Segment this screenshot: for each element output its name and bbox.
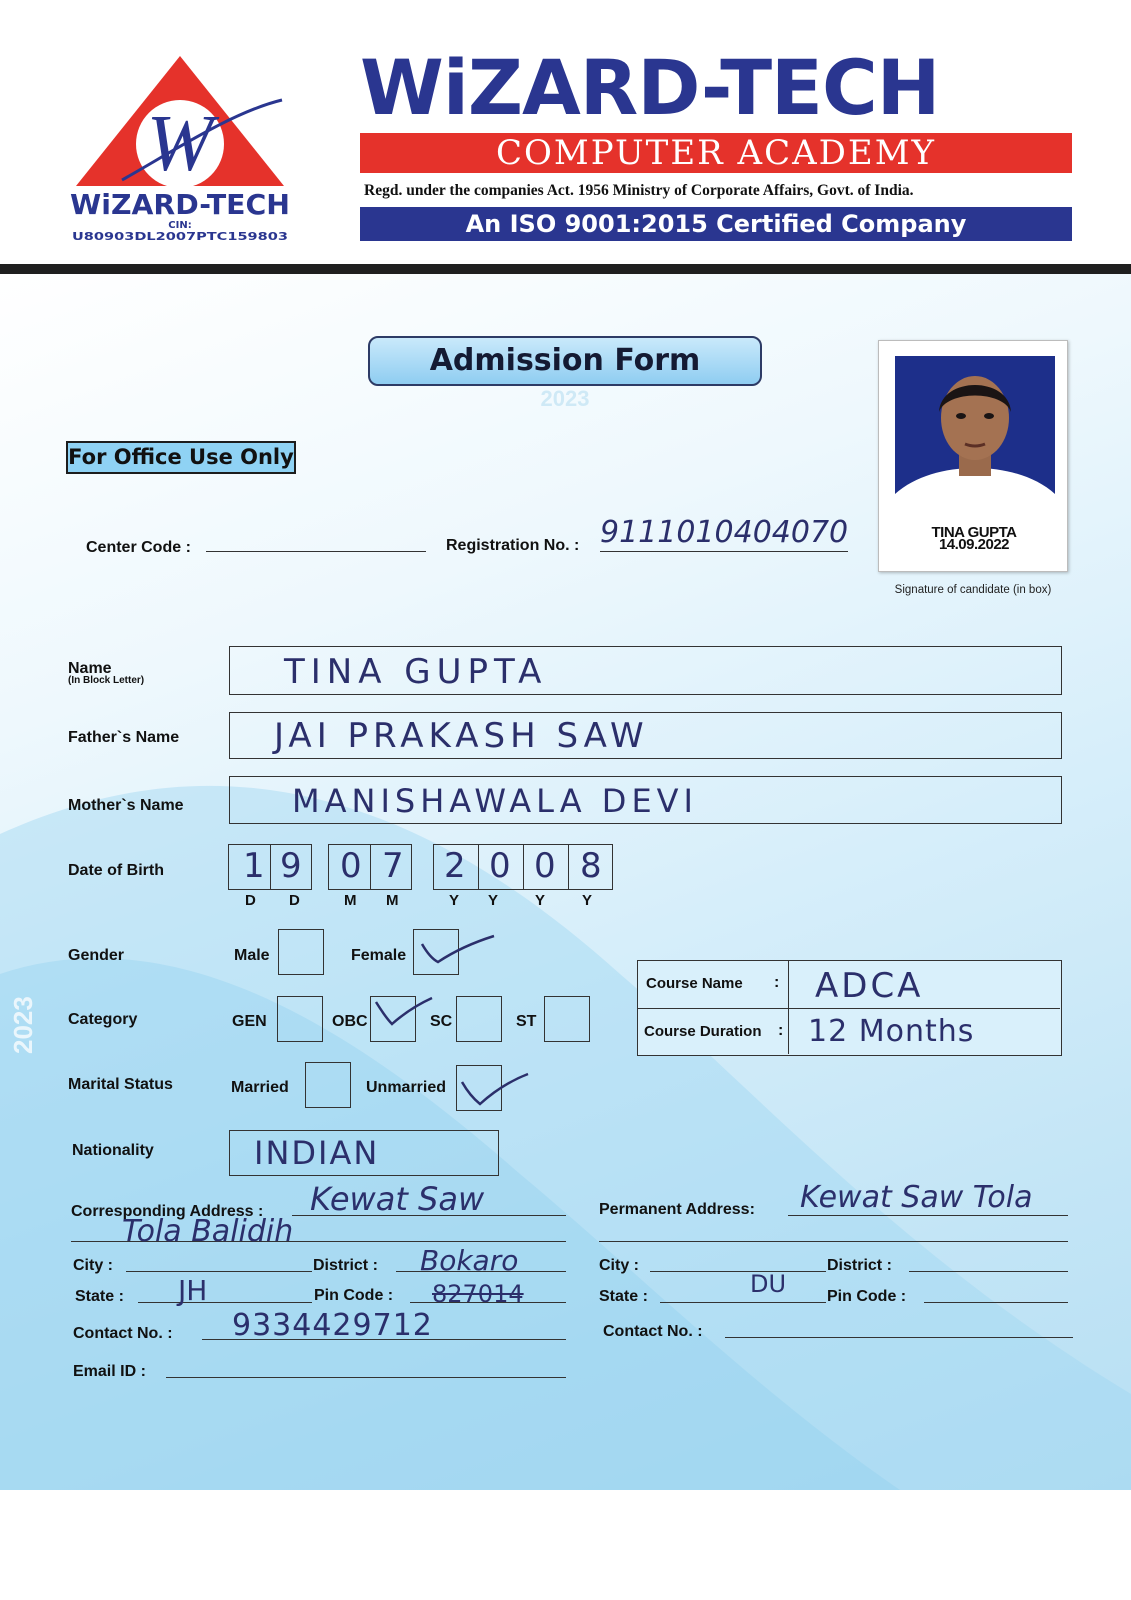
corresponding-address-line-1-value: Kewat Saw	[310, 1180, 485, 1218]
dob-digit: 0	[340, 846, 362, 886]
checkmark-icon	[458, 1068, 530, 1108]
email-label: Email ID :	[73, 1363, 146, 1380]
checkmark-icon	[372, 996, 436, 1030]
dob-day-divider	[270, 844, 271, 890]
name-value: TINA GUPTA	[284, 652, 548, 692]
dob-label: Date of Birth	[68, 862, 164, 879]
permanent-address-label: Permanent Address:	[599, 1201, 755, 1218]
gender-label: Gender	[68, 947, 125, 964]
marital-status-label: Marital Status	[68, 1076, 173, 1093]
dob-month-divider	[370, 844, 371, 890]
page-footer-blank	[0, 1490, 1131, 1600]
permanent-contact-label: Contact No. :	[603, 1323, 703, 1340]
dob-caption: M	[344, 892, 357, 909]
form-title: Admission Form	[368, 336, 762, 386]
brand-title: WiZARD-TECH	[360, 43, 940, 132]
name-label: Name	[68, 660, 112, 677]
gender-male-label: Male	[234, 947, 270, 964]
marital-married-checkbox[interactable]	[305, 1062, 351, 1108]
category-obc-label: OBC	[332, 1013, 368, 1030]
logo-text: WiZARD-TECH	[70, 188, 290, 221]
course-name-label: Course Name	[646, 975, 743, 992]
checkmark-icon	[418, 932, 498, 968]
corresponding-pin-label: Pin Code :	[314, 1287, 394, 1304]
nationality-label: Nationality	[72, 1142, 154, 1159]
corresponding-contact-label: Contact No. :	[73, 1325, 173, 1342]
registration-label: Registration No. :	[446, 537, 580, 554]
permanent-district-field[interactable]	[909, 1271, 1068, 1272]
course-duration-value: 12 Months	[808, 1014, 975, 1049]
dob-caption: Y	[582, 892, 593, 909]
corresponding-district-label: District :	[313, 1257, 378, 1274]
dob-year-divider-3	[568, 844, 569, 890]
dob-caption: D	[245, 892, 256, 909]
permanent-city-label: City :	[599, 1257, 639, 1274]
category-sc-label: SC	[430, 1013, 453, 1030]
watermark-year-side: 2023	[8, 996, 38, 1054]
corresponding-address-line-2-value: Tola Balidih	[122, 1214, 294, 1249]
marital-unmarried-label: Unmarried	[366, 1079, 447, 1096]
academy-logo	[62, 52, 298, 242]
corresponding-contact-value: 9334429712	[232, 1308, 433, 1343]
center-code-label: Center Code :	[86, 539, 191, 556]
permanent-state-value: DU	[750, 1270, 787, 1298]
course-name-value: ADCA	[815, 966, 924, 1006]
mother-name-label: Mother`s Name	[68, 797, 184, 814]
registration-field[interactable]	[600, 551, 848, 552]
dob-year-divider-2	[523, 844, 524, 890]
course-name-colon: :	[774, 974, 780, 991]
course-table-divider	[638, 1008, 1060, 1009]
permanent-address-line-2[interactable]	[599, 1241, 1068, 1242]
logo-cin-label: CIN:	[168, 220, 192, 231]
dob-digit: 9	[280, 846, 302, 886]
dob-caption: D	[289, 892, 300, 909]
office-use-banner: For Office Use Only	[66, 441, 296, 474]
corresponding-address-label: Corresponding Address :	[71, 1203, 264, 1220]
signature-caption: Signature of candidate (in box)	[894, 584, 1052, 596]
corresponding-city-label: City :	[73, 1257, 113, 1274]
permanent-address-line-1[interactable]	[788, 1215, 1068, 1216]
photo-signature-name: TINA GUPTA	[931, 524, 1017, 541]
dob-digit: 0	[534, 846, 556, 886]
photo-card	[878, 340, 1068, 572]
registration-value: 9111010404070	[600, 515, 849, 550]
photo-signature-date: 14.09.2022	[938, 536, 1010, 553]
dob-caption: Y	[488, 892, 499, 909]
gender-male-checkbox[interactable]	[278, 929, 324, 975]
dob-digit: 2	[444, 846, 466, 886]
dob-digit: 8	[580, 846, 602, 886]
category-gen-checkbox[interactable]	[277, 996, 323, 1042]
course-duration-colon: :	[778, 1022, 784, 1039]
watermark-year: 2023	[540, 386, 590, 411]
dob-caption: Y	[535, 892, 546, 909]
brand-subtitle: COMPUTER ACADEMY	[360, 133, 1072, 173]
name-sublabel: (In Block Letter)	[68, 675, 145, 686]
marital-married-label: Married	[231, 1079, 289, 1096]
permanent-district-label: District :	[827, 1257, 892, 1274]
dob-digit: 7	[382, 846, 404, 886]
category-label: Category	[68, 1011, 138, 1028]
corresponding-district-value: Bokaro	[420, 1244, 519, 1277]
permanent-contact-field[interactable]	[725, 1337, 1073, 1338]
corresponding-state-value: JH	[178, 1274, 208, 1307]
permanent-pin-label: Pin Code :	[827, 1288, 907, 1305]
corresponding-state-field[interactable]	[138, 1302, 312, 1303]
gender-female-label: Female	[351, 947, 407, 964]
category-st-checkbox[interactable]	[544, 996, 590, 1042]
dob-digit: 1	[243, 846, 265, 886]
course-duration-label: Course Duration	[644, 1023, 762, 1040]
header-divider	[0, 264, 1131, 274]
father-name-value: JAI PRAKASH SAW	[274, 716, 649, 756]
father-name-label: Father`s Name	[68, 729, 180, 746]
mother-name-value: MANISHAWALA DEVI	[292, 782, 698, 820]
corresponding-pin-value: 827014	[432, 1280, 524, 1308]
category-sc-checkbox[interactable]	[456, 996, 502, 1042]
permanent-state-field[interactable]	[660, 1302, 826, 1303]
letterhead	[0, 0, 1131, 268]
dob-year-divider-1	[478, 844, 479, 890]
logo-cin: U80903DL2007PTC159803	[72, 231, 288, 242]
email-field[interactable]	[166, 1377, 566, 1378]
corresponding-city-field[interactable]	[126, 1271, 312, 1272]
center-code-field[interactable]	[206, 551, 426, 552]
registration-statement: Regd. under the companies Act. 1956 Ministry of Corporate Affairs, Govt. of India.	[364, 182, 914, 199]
category-gen-label: GEN	[232, 1013, 267, 1030]
category-st-label: ST	[516, 1013, 537, 1030]
logo-letter: W	[146, 100, 214, 188]
nationality-value: INDIAN	[254, 1134, 380, 1172]
permanent-city-field[interactable]	[650, 1271, 826, 1272]
iso-certification-banner: An ISO 9001:2015 Certified Company	[360, 207, 1072, 241]
course-details-table	[637, 960, 1062, 1056]
permanent-address-line-1-value: Kewat Saw Tola	[800, 1180, 1033, 1215]
permanent-state-label: State :	[599, 1288, 648, 1305]
permanent-pin-field[interactable]	[924, 1302, 1068, 1303]
candidate-photo	[895, 356, 1055, 516]
candidate-portrait-icon	[895, 356, 1055, 516]
dob-digit: 0	[489, 846, 511, 886]
corresponding-state-label: State :	[75, 1288, 124, 1305]
dob-caption: Y	[449, 892, 460, 909]
dob-caption: M	[386, 892, 399, 909]
